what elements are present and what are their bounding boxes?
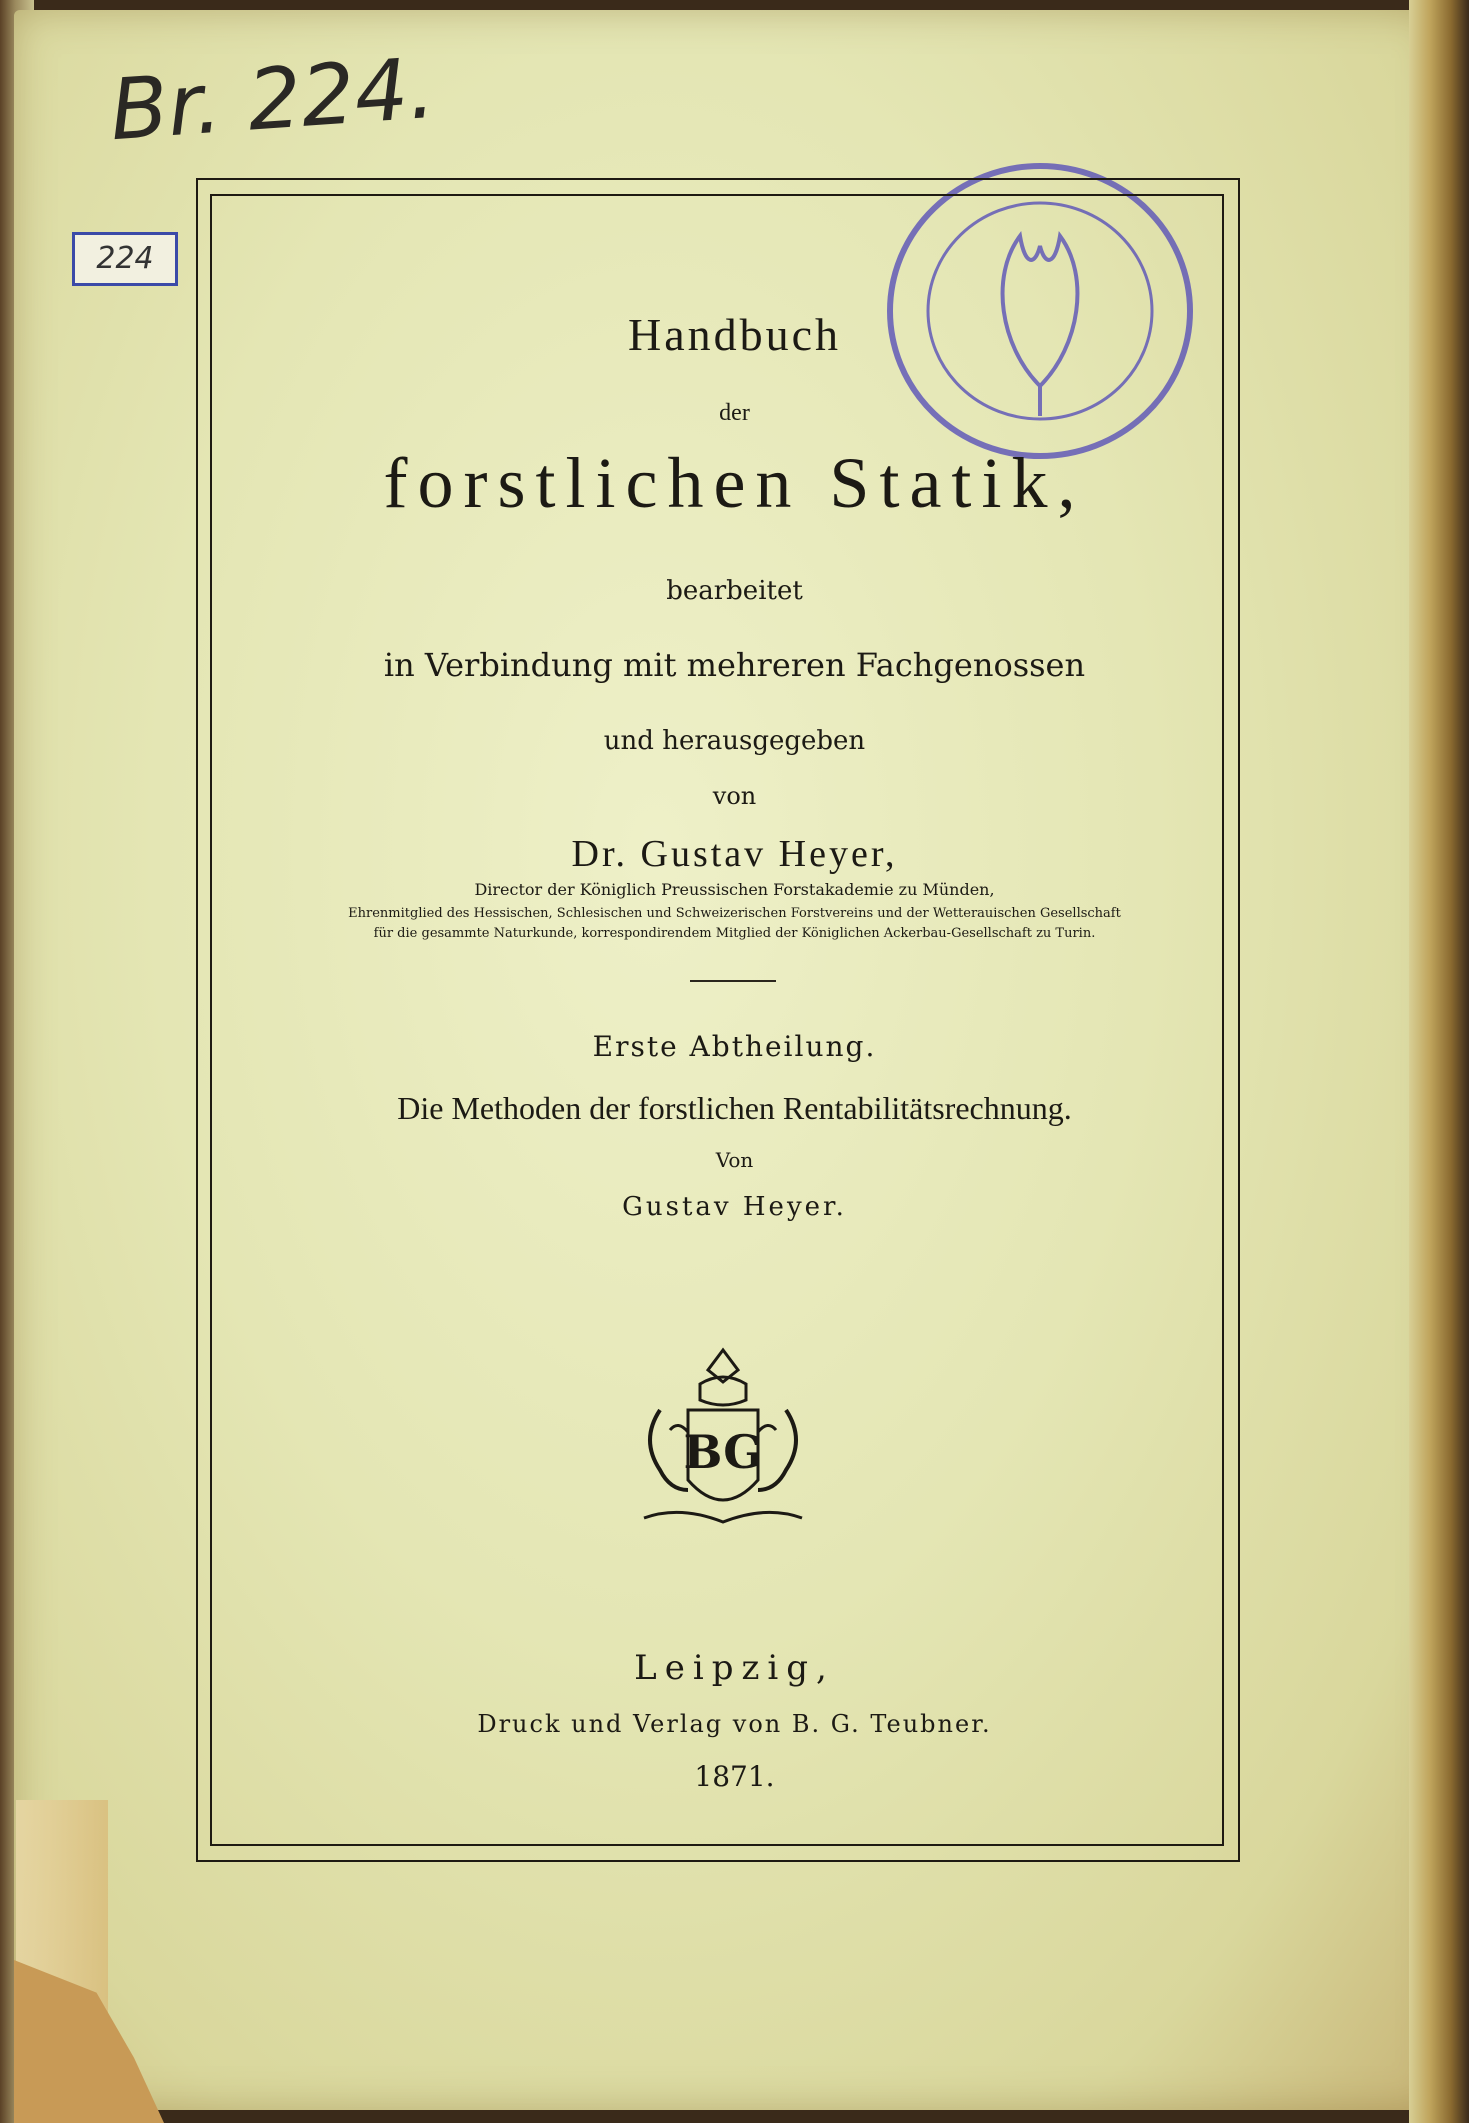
part-von: Von [715, 1148, 754, 1172]
title-der: der [719, 400, 750, 426]
section-divider [690, 980, 776, 982]
shelf-label: 224 [72, 232, 178, 286]
subtitle-verbindung: in Verbindung mit mehreren Fachgenossen [383, 646, 1086, 684]
title-handbuch: Handbuch [627, 309, 842, 360]
author-credentials-3: für die gesammte Naturkunde, korrespondirendem Mitglied der Königlichen Ackerbau-Gesellschaft zu Turin. [373, 926, 1096, 941]
subtitle-herausgegeben: und herausgegeben [603, 726, 866, 756]
author-name: Dr. Gustav Heyer, [571, 833, 898, 875]
title-main: forstlichen Statik, [383, 443, 1086, 523]
imprint-publisher: Druck und Verlag von B. G. Teubner. [477, 1710, 992, 1738]
imprint-city: Leipzig, [634, 1648, 835, 1688]
part-label: Erste Abtheilung. [592, 1030, 877, 1063]
author-credentials-2: Ehrenmitglied des Hessischen, Schlesischen und Schweizerischen Forstvereins und der Wetterauischen Gesellschaft [348, 906, 1121, 921]
author-credentials-1: Director der Königlich Preussischen Forstakademie zu Münden, [474, 880, 995, 899]
handwritten-shelf-number: Br. 224. [106, 38, 438, 160]
teubner-crest-icon [630, 1340, 816, 1532]
part-author: Gustav Heyer. [622, 1192, 847, 1222]
imprint-year: 1871. [694, 1760, 775, 1793]
svg-text:BG: BG [683, 1425, 763, 1479]
part-title: Die Methoden der forstlichen Rentabilitätsrechnung. [397, 1090, 1072, 1126]
subtitle-bearbeitet: bearbeitet [666, 576, 803, 606]
subtitle-von: von [712, 782, 757, 810]
